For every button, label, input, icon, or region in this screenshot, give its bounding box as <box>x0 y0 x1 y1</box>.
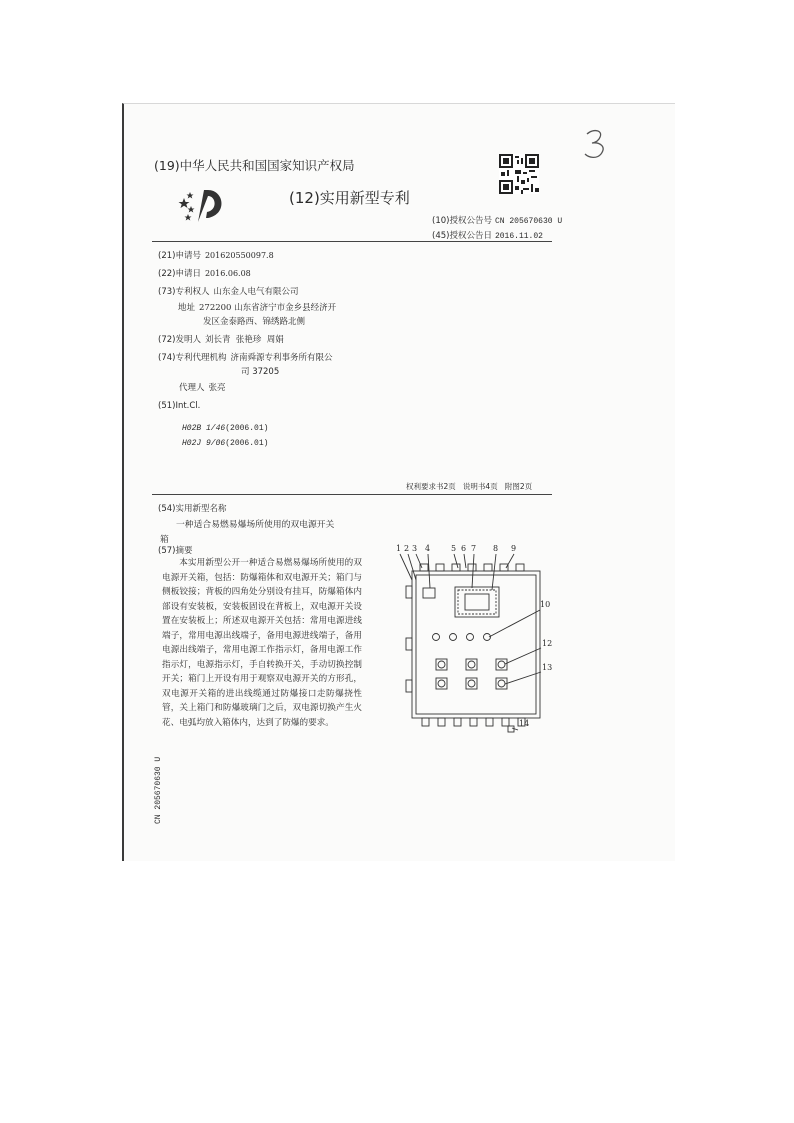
header-rule <box>152 241 552 242</box>
title-label: (54)实用新型名称 <box>158 504 227 514</box>
ipc-class-2: H02J 9/06(2006.01) <box>182 439 269 448</box>
application-date: (22)申请日 2016.06.08 <box>158 269 251 279</box>
document-type: (12)实用新型专利 <box>289 189 410 207</box>
figure-label-5: 5 <box>451 544 457 553</box>
pages-info: 权利要求书2页 说明书4页 附图2页 <box>406 482 533 491</box>
patent-agency-continued: 司 37205 <box>241 367 280 377</box>
int-cl-label: (51)Int.Cl. <box>158 401 201 411</box>
utility-model-title-continued: 箱 <box>160 535 169 545</box>
figure-label-10: 10 <box>540 600 551 609</box>
address: 地址 272200 山东省济宁市金乡县经济开 <box>178 303 337 313</box>
handwritten-page-mark <box>583 128 609 164</box>
figure-label-6: 6 <box>461 544 467 553</box>
figure-label-1: 1 <box>396 544 402 553</box>
figure-label-7: 7 <box>471 544 477 553</box>
office-name: (19)中华人民共和国国家知识产权局 <box>154 158 355 173</box>
publication-date: (45)授权公告日 2016.11.02 <box>432 231 543 241</box>
figure-label-8: 8 <box>493 544 499 553</box>
abstract-text: 本实用新型公开一种适合易燃易爆场所使用的双电源开关箱，包括：防爆箱体和双电源开关；箱门与侧板铰接；背板的四角处分别设有挂耳，防爆箱体内部设有安装板，安装板固设在背板上，双电源开关设置在安装板上；所述双电源开关包括：常用电源进线端子，常用电源出线端子，备用电源进线端子，备用电源出线端子，常用电源工作指示灯，备用电源工作指示灯，电源指示灯，手自转换开关，手动切换控制开关；箱门上开设有用于观察双电源开关的方形孔，双电源开关箱的进出线缆通过防爆接口走防爆挠性管，关上箱门和防爆玻璃门之后，双电源切换产生火花、电弧均放入箱体内，达到了防爆的要求。 <box>162 558 362 728</box>
publication-number: (10)授权公告号 CN 205670630 U <box>432 216 563 226</box>
patent-page <box>122 103 675 861</box>
section-rule <box>152 494 552 495</box>
abstract-label: (57)摘要 <box>158 546 193 556</box>
figure-label-12: 12 <box>542 639 553 648</box>
qr-code-icon <box>499 154 539 194</box>
agent: 代理人 张亮 <box>179 383 226 393</box>
cnipa-logo-icon <box>176 184 236 228</box>
figure-label-13: 13 <box>542 663 553 672</box>
address-continued: 发区金泰路西、锦绣路北侧 <box>203 317 306 327</box>
figure-label-14: 14 <box>519 719 530 728</box>
side-publication-number: CN 205670630 U <box>154 756 163 824</box>
patent-agency: (74)专利代理机构 济南舜源专利事务所有限公 <box>158 353 333 363</box>
figure-label-9: 9 <box>511 544 517 553</box>
figure-label-2: 2 <box>404 544 410 553</box>
utility-model-title: 一种适合易燃易爆场所使用的双电源开关 <box>176 520 335 530</box>
inventors: (72)发明人 刘长青 张艳珍 周娟 <box>158 335 284 345</box>
patentee: (73)专利权人 山东金人电气有限公司 <box>158 287 299 297</box>
switch-box-drawing <box>392 540 567 740</box>
ipc-class-1: H02B 1/46(2006.01) <box>182 424 269 433</box>
application-number: (21)申请号 201620550097.8 <box>158 251 274 261</box>
figure-label-4: 4 <box>425 544 431 553</box>
figure-label-3: 3 <box>412 544 418 553</box>
